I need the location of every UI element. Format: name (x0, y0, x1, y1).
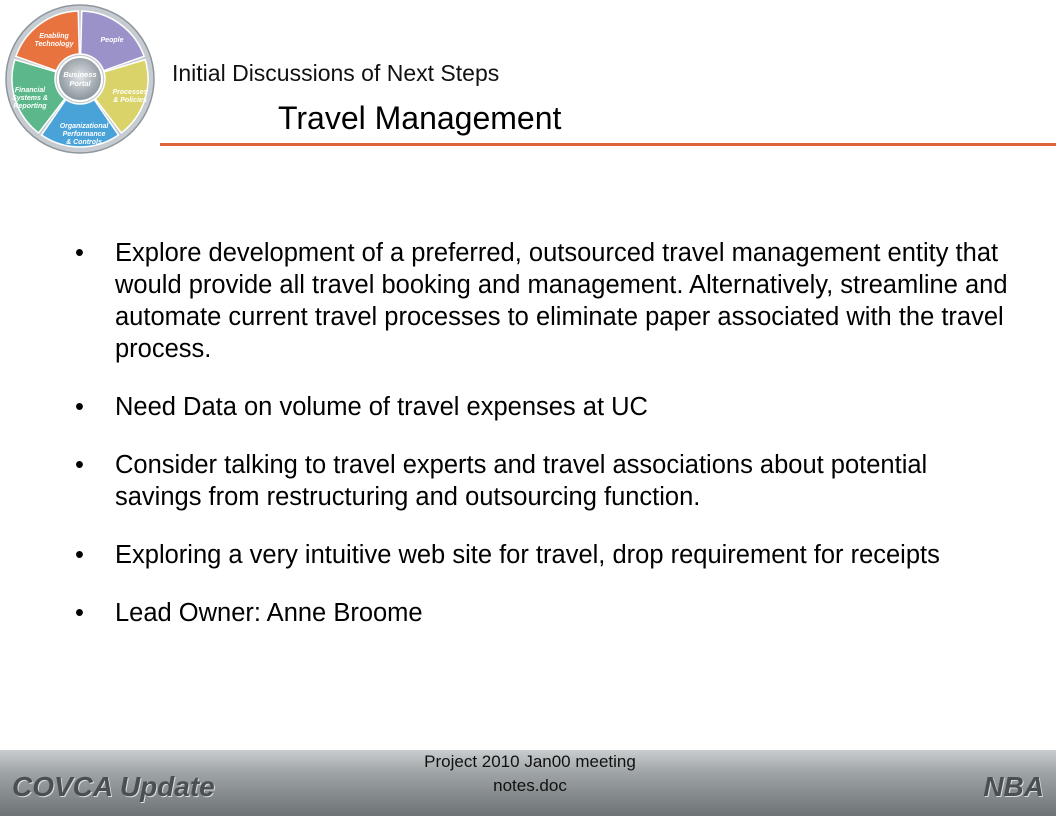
bullet-text: Consider talking to travel experts and travel associations about potential savings from restructuring and outsourcing function. (115, 451, 928, 511)
bullet-marker: • (75, 239, 84, 267)
bullet-marker: • (75, 451, 84, 479)
logo-segment-label-enabling: Enabling Technology (34, 33, 74, 48)
footer-center-line1: Project 2010 Jan00 meeting (424, 752, 636, 771)
bullet-marker: • (75, 393, 84, 421)
logo-center-label-line2: Portal (69, 79, 91, 88)
bullet-text: Exploring a very intuitive web site for travel, drop requirement for receipts (115, 541, 940, 569)
bullet-marker: • (75, 541, 84, 569)
slide-subtitle: Initial Discussions of Next Steps (172, 60, 500, 86)
bullet-item-consider (75, 449, 1015, 513)
footer-left-label: COVCA Update (12, 771, 215, 802)
logo-segment-label-organizational: Organizational Performance & Controls (59, 123, 109, 146)
bullet-item-exploring (75, 539, 1015, 571)
footer-center-label (380, 750, 680, 798)
logo-segment-label-processes: Processes & Policies (112, 89, 148, 104)
logo-wheel (4, 4, 156, 154)
bullet-marker: • (75, 599, 84, 627)
logo-segment-label-financial: Financial Systems & Reporting (12, 87, 48, 110)
bullet-list (75, 237, 1015, 655)
footer-bar (0, 750, 1056, 816)
bullet-text: Lead Owner: Anne Broome (115, 599, 423, 627)
bullet-item-explore (75, 237, 1015, 365)
bullet-text: Need Data on volume of travel expenses at UC (115, 393, 648, 421)
title-underline-divider (160, 143, 1056, 146)
bullet-item-lead-owner (75, 597, 1015, 629)
bullet-text: Explore development of a preferred, outsourced travel management entity that would provide all travel booking and management. Alternatively, streamline and automate current travel processes to eliminate paper associated with the travel process. (115, 239, 1008, 363)
logo-wheel-graphic (4, 4, 156, 154)
footer-right-label: NBA (983, 771, 1044, 802)
logo-segment-label-people: People (100, 37, 124, 44)
bullet-item-need-data (75, 391, 1015, 423)
slide-title: Travel Management (278, 100, 562, 136)
footer-center-line2: notes.doc (493, 776, 567, 795)
logo-center-label-line1: Business (63, 70, 97, 79)
